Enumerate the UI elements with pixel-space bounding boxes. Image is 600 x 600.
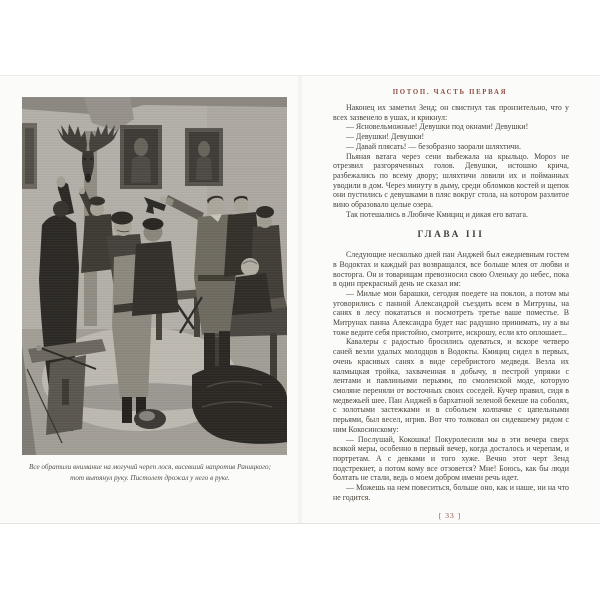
paragraph: — Ясновельможные! Девушки под окнами! Девушки!	[346, 122, 529, 132]
left-page	[0, 76, 300, 523]
paragraph: Так потешались в Любиче Кмициц и дикая его ватага.	[346, 209, 528, 219]
caption-line-1: Все обратили внимание на могучий череп лося, висевший напротив Раницкого;	[28, 463, 272, 471]
paragraph: — Девушки! Девушки!	[346, 132, 425, 142]
paragraph: Наконец их заметил Зенд; он свистнул так пронзительно, что у всех зазвенело в ушах, и крикнул:	[333, 103, 569, 122]
paragraph: — Давай плясать! — безобразно заорали шляхтичи.	[346, 141, 521, 151]
paragraph: — Милые мои барашки, сегодня поедете на поклон, а потом мы уговорились с панной Александрой съездить всем в Митруны, на санях в лесу покататься и посмотреть третье ваше поместье. В Митрунах панна Александра будет нас радушно принимать, ну а вы тоже ведите себя пристойно, смотрите, искрошу, если кто оплошает...	[333, 288, 569, 337]
paragraph: Кавалеры с радостью бросились одеваться, и вскоре четверо саней везли удалых молодцов в Водокты. Кмициц сидел в первых, очень красивых санях в виде серебристого медведя. Везла их калмыцкая тройка, захваченная в добычу, в пестрой упряжи с лентами и павлиньими перьями, по смоленской моде, которую смоляне переняли от восточных своих соседей. Кучер правил, сидя в медвежьей шее. Пан Анджей в бархатной зеленой бекеше на соболях, с золотыми застежками и в собольем колпачке с цапельными перьями, был весел, игрив. Вот что толковал он сидевшему рядом с ним Кокосинскому:	[333, 337, 569, 434]
paragraph: Пьяная ватага через сени выбежала на крыльцо. Мороз не отрезвил разгоряченных голов. Девушки, истошно крича, разбежались по всему двору; шляхтичи ловили их и пойманных уводили в дом. Через минуту в дыму, среди обломков костей и щепок они пустились с девушками в пляс вокруг стола, на котором разлитое вино образовало целые озера.	[333, 151, 569, 210]
running-header: ПОТОП. ЧАСТЬ ПЕРВАЯ	[392, 89, 508, 96]
right-page	[300, 76, 600, 523]
engraving-texture	[22, 97, 287, 455]
paragraph: — Послушай, Кокошка! Покуролесили мы в эти вечера сверх всякой меры, особенно в первый вечер, когда досталось и черепам, и портретам. А с девками и того хуже. Вечно этот черт Зенд подстрекнет, а потом кому все отзовется? Мне! Боюсь, как бы люди болтать не стали, ведь о моем добром имени речь идет.	[333, 434, 569, 483]
paragraph: — Можешь на нем повеситься, больше оно, как и наше, ни на что не годится.	[333, 483, 569, 502]
paragraph: Следующие несколько дней пан Анджей был ежедневным гостем в Водоктах и каждый раз возвращался, все больше млея от любви и восторга. Он и товарищам превозносил свою Оленьку до небес, пока в один прекрасный день не сказал им:	[333, 250, 569, 289]
tavern-engraving-illustration	[22, 97, 287, 455]
body-text	[333, 103, 569, 502]
chapter-heading: ГЛАВА III	[417, 230, 485, 241]
illustration-caption	[6, 462, 294, 483]
caption-line-2: тот вытянул руку. Пистолет дрожал у него в руке.	[70, 473, 230, 482]
open-book-spread	[0, 75, 600, 524]
page-number: [ 33 ]	[438, 511, 462, 521]
